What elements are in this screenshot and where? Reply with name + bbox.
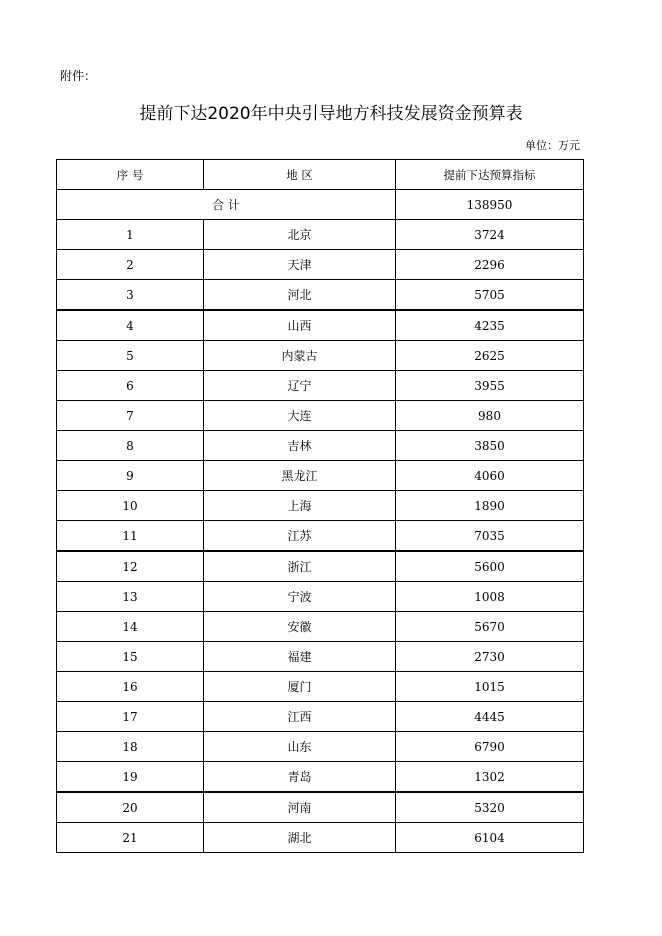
row-amount: 3850: [396, 431, 584, 461]
row-index: 10: [57, 491, 204, 521]
row-amount: 2625: [396, 341, 584, 371]
budget-table: [56, 159, 584, 853]
row-index: 19: [57, 762, 204, 793]
page-title: 提前下达2020年中央引导地方科技发展资金预算表: [139, 104, 523, 124]
row-region: 江苏: [204, 521, 396, 552]
total-label: 合 计: [57, 190, 396, 220]
row-amount: 3724: [396, 220, 584, 250]
row-region: 安徽: [204, 612, 396, 642]
table-row: [57, 642, 584, 672]
row-region: 辽宁: [204, 371, 396, 401]
row-region: 河南: [204, 792, 396, 823]
row-region: 上海: [204, 491, 396, 521]
row-index: 21: [57, 823, 204, 853]
attachment-label: 附件：: [60, 69, 97, 83]
row-index: 20: [57, 792, 204, 823]
row-amount: 4445: [396, 702, 584, 732]
row-region: 河北: [204, 280, 396, 311]
row-region: 黑龙江: [204, 461, 396, 491]
row-region: 北京: [204, 220, 396, 250]
row-index: 15: [57, 642, 204, 672]
row-index: 2: [57, 250, 204, 280]
row-amount: 1302: [396, 762, 584, 793]
row-index: 3: [57, 280, 204, 311]
table-row: [57, 491, 584, 521]
row-index: 1: [57, 220, 204, 250]
row-index: 5: [57, 341, 204, 371]
row-region: 山东: [204, 732, 396, 762]
row-index: 13: [57, 582, 204, 612]
row-index: 9: [57, 461, 204, 491]
row-amount: 4235: [396, 310, 584, 341]
table-row: [57, 612, 584, 642]
row-region: 宁波: [204, 582, 396, 612]
table-row: [57, 310, 584, 341]
table-total-row: [57, 190, 584, 220]
row-region: 湖北: [204, 823, 396, 853]
unit-label: 单位：万元: [525, 139, 580, 152]
table-row: [57, 250, 584, 280]
row-index: 8: [57, 431, 204, 461]
table-row: [57, 371, 584, 401]
row-amount: 1890: [396, 491, 584, 521]
row-amount: 6790: [396, 732, 584, 762]
header-region: 地 区: [204, 160, 396, 190]
row-region: 福建: [204, 642, 396, 672]
header-index: 序 号: [57, 160, 204, 190]
row-index: 6: [57, 371, 204, 401]
row-index: 16: [57, 672, 204, 702]
header-amount: 提前下达预算指标: [396, 160, 584, 190]
row-region: 浙江: [204, 551, 396, 582]
row-amount: 3955: [396, 371, 584, 401]
table-row: [57, 521, 584, 552]
table-row: [57, 461, 584, 491]
table-row: [57, 732, 584, 762]
table-row: [57, 762, 584, 793]
row-region: 吉林: [204, 431, 396, 461]
row-index: 4: [57, 310, 204, 341]
row-amount: 1008: [396, 582, 584, 612]
row-amount: 5320: [396, 792, 584, 823]
row-index: 18: [57, 732, 204, 762]
table-row: [57, 582, 584, 612]
row-region: 江西: [204, 702, 396, 732]
row-amount: 5705: [396, 280, 584, 311]
row-amount: 7035: [396, 521, 584, 552]
row-index: 12: [57, 551, 204, 582]
row-region: 内蒙古: [204, 341, 396, 371]
table-row: [57, 431, 584, 461]
row-region: 大连: [204, 401, 396, 431]
row-region: 青岛: [204, 762, 396, 793]
row-region: 山西: [204, 310, 396, 341]
row-index: 14: [57, 612, 204, 642]
table-row: [57, 823, 584, 853]
row-amount: 1015: [396, 672, 584, 702]
row-index: 11: [57, 521, 204, 552]
row-region: 天津: [204, 250, 396, 280]
table-header-row: [57, 160, 584, 190]
row-amount: 2296: [396, 250, 584, 280]
row-amount: 5670: [396, 612, 584, 642]
table-row: [57, 220, 584, 250]
table-row: [57, 341, 584, 371]
row-index: 7: [57, 401, 204, 431]
row-amount: 6104: [396, 823, 584, 853]
row-amount: 2730: [396, 642, 584, 672]
table-row: [57, 280, 584, 311]
row-index: 17: [57, 702, 204, 732]
row-amount: 4060: [396, 461, 584, 491]
budget-table-body: [57, 160, 584, 853]
total-amount: 138950: [396, 190, 584, 220]
table-row: [57, 702, 584, 732]
table-row: [57, 401, 584, 431]
row-amount: 5600: [396, 551, 584, 582]
table-row: [57, 551, 584, 582]
row-amount: 980: [396, 401, 584, 431]
table-row: [57, 792, 584, 823]
table-row: [57, 672, 584, 702]
row-region: 厦门: [204, 672, 396, 702]
